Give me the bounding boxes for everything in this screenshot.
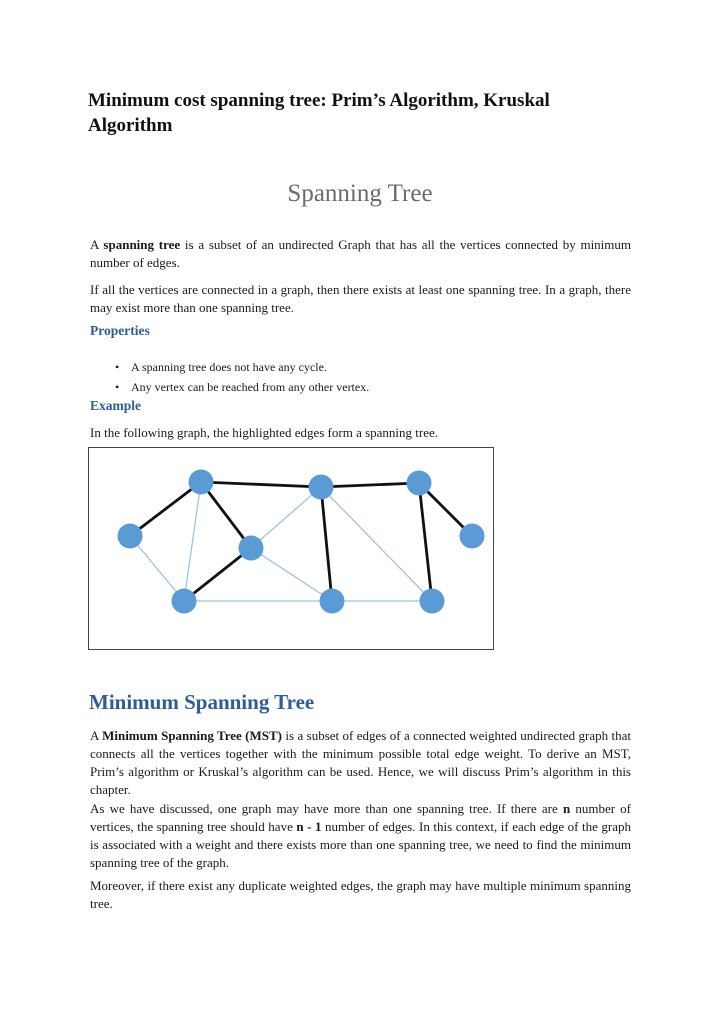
- paragraph-edge-count: [90, 800, 631, 872]
- properties-list: [115, 357, 369, 397]
- definition-prefix: A: [90, 237, 99, 252]
- mst-prefix: A: [90, 728, 99, 743]
- mst-term: Minimum Spanning Tree (MST): [102, 728, 283, 743]
- graph-tree-edge: [201, 482, 321, 487]
- graph-edge: [251, 548, 332, 601]
- graph-node: [189, 470, 214, 495]
- paragraph-existence: If all the vertices are connected in a graph, then there exists at least one spanning tree. In a graph, there may exist more than one spanning tree.: [90, 282, 631, 315]
- section-title-spanning-tree: Spanning Tree: [287, 180, 433, 207]
- definition-text: is a subset of an undirected Graph that has all the vertices connected by minimum number of edges.: [90, 237, 632, 270]
- edge-count-n: n: [562, 801, 571, 816]
- graph-node: [118, 524, 143, 549]
- paragraph-mst-definition: [90, 727, 631, 799]
- graph-edge: [184, 482, 201, 601]
- edge-count-n-minus-1: n - 1: [296, 819, 322, 834]
- paragraph-definition: [90, 236, 631, 272]
- graph-edge: [321, 487, 432, 601]
- graph-edge: [251, 487, 321, 548]
- definition-term: spanning tree: [103, 237, 181, 252]
- list-item: • A spanning tree does not have any cycle.: [115, 357, 369, 377]
- graph-node: [460, 524, 485, 549]
- graph-edge: [130, 536, 184, 601]
- graph-node: [239, 536, 264, 561]
- graph-node: [172, 589, 197, 614]
- graph-tree-edge: [419, 483, 432, 601]
- section-title-minimum-spanning-tree: Minimum Spanning Tree: [89, 690, 315, 714]
- graph-tree-edge: [184, 548, 251, 601]
- graph-node: [320, 589, 345, 614]
- document-title: Minimum cost spanning tree: Prim’s Algorithm, Kruskal Algorithm: [88, 90, 550, 136]
- edge-count-text-3: number of edges. In this context, if each edge of the graph is associated with a weight and there exists more than one spanning tree, we need to find the minimum spanning tree of the graph.: [90, 819, 631, 870]
- example-text: In the following graph, the highlighted edges form a spanning tree.: [90, 425, 439, 440]
- properties-heading: Properties: [90, 323, 150, 338]
- graph-tree-edge: [321, 487, 332, 601]
- list-item: • Any vertex can be reached from any other vertex.: [115, 377, 369, 397]
- graph-node: [407, 471, 432, 496]
- graph-diagram: [89, 448, 493, 649]
- mst-text: is a subset of edges of a connected weighted undirected graph that connects all the vertices together with the minimum possible total edge weight. To derive an MST, Prim’s algorithm or Kruskal’s algorithm can be used. Hence, we will discuss Prim’s algorithm in this chapter.: [90, 728, 632, 797]
- spanning-tree-graph: [88, 447, 494, 650]
- edge-count-text-2: number of vertices, the spanning tree should have: [90, 801, 632, 834]
- graph-node: [420, 589, 445, 614]
- example-heading: Example: [90, 398, 142, 413]
- graph-tree-edge: [130, 482, 201, 536]
- graph-node: [309, 475, 334, 500]
- edge-count-text-1: As we have discussed, one graph may have more than one spanning tree. If there are: [90, 801, 558, 816]
- paragraph-duplicate-weights: Moreover, if there exist any duplicate weighted edges, the graph may have multiple minimum spanning tree.: [90, 878, 631, 911]
- graph-tree-edge: [321, 483, 419, 487]
